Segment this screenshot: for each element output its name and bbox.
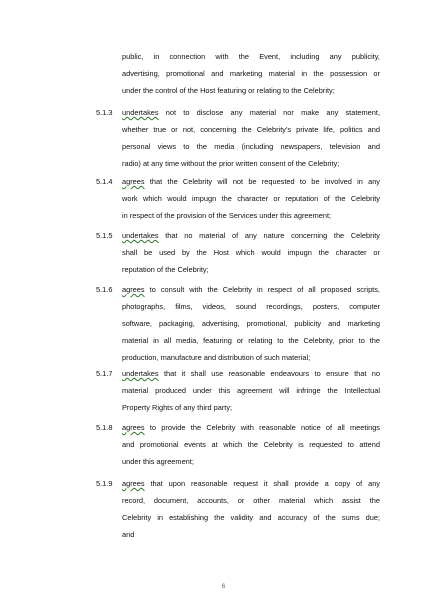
text-line: software, packaging, advertising, promotional, publicity and marketing	[122, 319, 380, 328]
text-line: radio) at any time without the prior written consent of the Celebrity;	[122, 159, 340, 168]
text-line: personal views to the media (including newspapers, television and	[122, 142, 380, 151]
clause-number: 5.1.9	[96, 479, 113, 488]
clause-body	[122, 104, 380, 172]
clause-body	[122, 227, 380, 278]
page-number: 6	[221, 584, 226, 590]
text-line: production, manufacture and distribution of such material;	[122, 353, 311, 362]
clause-first-line-rest: that no material of any nature concerning the Celebrity	[158, 231, 380, 240]
text-line: under this agreement;	[122, 457, 194, 466]
text-line: whether true or not, concerning the Celebrity's private life, politics and	[122, 125, 380, 134]
clause-first-line-rest: that upon reasonable request it shall provide a copy of any	[144, 479, 380, 488]
text-line: in respect of the provision of the Services under this agreement;	[122, 211, 332, 220]
clause-first-line-rest: to provide the Celebrity with reasonable notice of all meetings	[144, 423, 380, 432]
text-line: reputation of the Celebrity;	[122, 265, 209, 274]
clause-body	[122, 48, 380, 99]
clause-body	[122, 419, 380, 470]
text-line	[122, 475, 380, 492]
clause-number: 5.1.5	[96, 231, 113, 240]
clause-body	[122, 365, 380, 416]
clause-body	[122, 281, 380, 366]
text-line: advertising, promotional and marketing material in the possession or	[122, 69, 380, 78]
clause-term: agrees	[122, 285, 145, 294]
text-line: record, document, accounts, or other material which assist the	[122, 496, 380, 505]
clause-number: 5.1.7	[96, 369, 113, 378]
text-line: public, in connection with the Event, including any publicity,	[122, 52, 380, 61]
text-line: Property Rights of any third party;	[122, 403, 233, 412]
clause-term: undertakes	[122, 108, 159, 117]
text-line: material in all media, featuring or relating to the Celebrity, prior to the	[122, 336, 380, 345]
clause-first-line-rest: that it shall use reasonable endeavours to ensure that no	[158, 369, 380, 378]
clause-number: 5.1.3	[96, 108, 113, 117]
clause-number: 5.1.4	[96, 177, 113, 186]
clause-term: undertakes	[122, 231, 159, 240]
clause-first-line-rest: to consult with the Celebrity in respect of all proposed scripts,	[144, 285, 380, 294]
clause-first-line-rest: that the Celebrity will not be requested to be involved in any	[144, 177, 380, 186]
text-line	[122, 365, 380, 382]
text-line: shall be used by the Host which would impugn the character or	[122, 248, 380, 257]
text-line: under the control of the Host featuring or relating to the Celebrity;	[122, 86, 335, 95]
text-line	[122, 419, 380, 436]
text-line: photographs, films, videos, sound recordings, posters, computer	[122, 302, 380, 311]
clause-first-line-rest: not to disclose any material nor make any statement,	[158, 108, 380, 117]
clause-number: 5.1.6	[96, 285, 113, 294]
text-line: material produced under this agreement will infringe the Intellectual	[122, 386, 380, 395]
clause-term: undertakes	[122, 369, 159, 378]
clause-term: agrees	[122, 423, 145, 432]
clause-body	[122, 173, 380, 224]
clause-term: agrees	[122, 479, 145, 488]
text-line	[122, 104, 380, 121]
text-line: work which would impugn the character or reputation of the Celebrity	[122, 194, 380, 203]
text-line	[122, 281, 380, 298]
text-line: Celebrity in establishing the validity and accuracy of the sums due;	[122, 513, 380, 522]
clause-term: agrees	[122, 177, 145, 186]
clause-body	[122, 475, 380, 543]
text-line: and	[122, 530, 135, 539]
text-line	[122, 173, 380, 190]
text-line	[122, 227, 380, 244]
clause-number: 5.1.8	[96, 423, 113, 432]
text-line: and promotional events at which the Celebrity is requested to attend	[122, 440, 380, 449]
